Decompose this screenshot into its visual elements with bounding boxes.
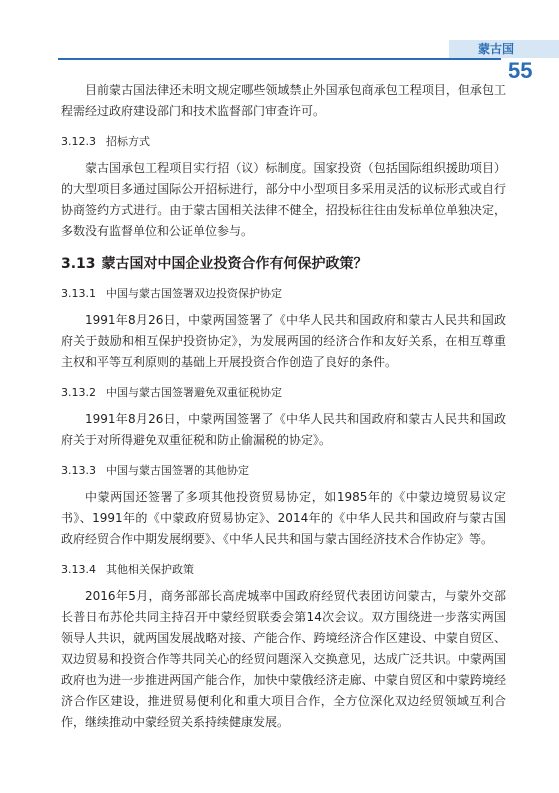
subsection-number: 3.12.3 [61,135,96,148]
paragraph: 2016年5月，商务部部长高虎城率中国政府经贸代表团访问蒙古，与蒙外交部长普日布苏伦共同主持召开中蒙经贸联委会第14次会议。双方围绕进一步落实两国领导人共识，就两国发展战略对接、产能合作、跨境经济合作区建设、中蒙自贸区、双边贸易和投资合作等共同关心的经贸问题深入交换意见，达成广泛共识。中蒙两国政府也为进一步推进两国产能合作，加快中蒙俄经济走廊、中蒙自贸区和中蒙跨境经济合作区建设，推进贸易便利化和重大项目合作，全方位深化双边经贸领域互利合作，继续推动中蒙经贸关系持续健康发展。 [61,589,506,729]
paragraph: 1991年8月26日，中蒙两国签署了《中华人民共和国政府和蒙古人民共和国政府关于对所得避免双重征税和防止偷漏税的协定》。 [61,412,506,447]
subsection-number: 3.13.2 [61,386,96,399]
page-number: 55 [508,58,533,83]
subsection-number: 3.13.4 [61,563,96,576]
paragraph: 中蒙两国还签署了多项其他投资贸易协定，如1985年的《中蒙边境贸易议定书》、1991年的《中蒙政府贸易协定》、2014年的《中华人民共和国政府与蒙古国政府经贸合作中期发展纲要》、《中华人民共和国与蒙古国经济技术合作协定》等。 [61,490,506,546]
subsection-title: 中国与蒙古国签署的其他协定 [106,464,249,477]
page-body [61,80,506,733]
subsection-number: 3.13.3 [61,464,96,477]
subsection-title: 其他相关保护政策 [106,563,194,576]
subsection-title: 中国与蒙古国签署避免双重征税协定 [106,386,282,399]
subsection-number: 3.13.1 [61,287,96,300]
subsection-heading [61,134,506,150]
subsection-title: 招标方式 [106,135,150,148]
paragraph: 1991年8月26日，中蒙两国签署了《中华人民共和国政府和蒙古人民共和国政府关于鼓励和相互保护投资协定》，为发展两国的经济合作和友好关系，在相互尊重主权和平等互利原则的基础上开展投资合作创造了良好的条件。 [61,313,506,369]
section-label: 蒙古国 [478,42,515,56]
section-title: 蒙古国对中国企业投资合作有何保护政策？ [101,256,368,272]
header-rule [58,58,501,60]
subsection-heading [61,286,506,302]
subsection-heading [61,385,506,401]
subsection-title: 中国与蒙古国签署双边投资保护协定 [106,287,282,300]
paragraph: 蒙古国承包工程项目实行招（议）标制度。国家投资（包括国际组织援助项目）的大型项目多通过国际公开招标进行，部分中小型项目多采用灵活的议标形式或自行协商签约方式进行。由于蒙古国相关法律不健全，招投标往往由发标单位单独决定，多数没有监督单位和公证单位参与。 [61,161,506,238]
subsection-heading [61,463,506,479]
section-number: 3.13 [61,256,96,272]
subsection-heading [61,562,506,578]
paragraph: 目前蒙古国法律还未明文规定哪些领域禁止外国承包商承包工程项目，但承包工程需经过政府建设部门和技术监督部门审查许可。 [61,83,506,118]
section-heading [61,254,506,274]
page-header [0,0,559,92]
